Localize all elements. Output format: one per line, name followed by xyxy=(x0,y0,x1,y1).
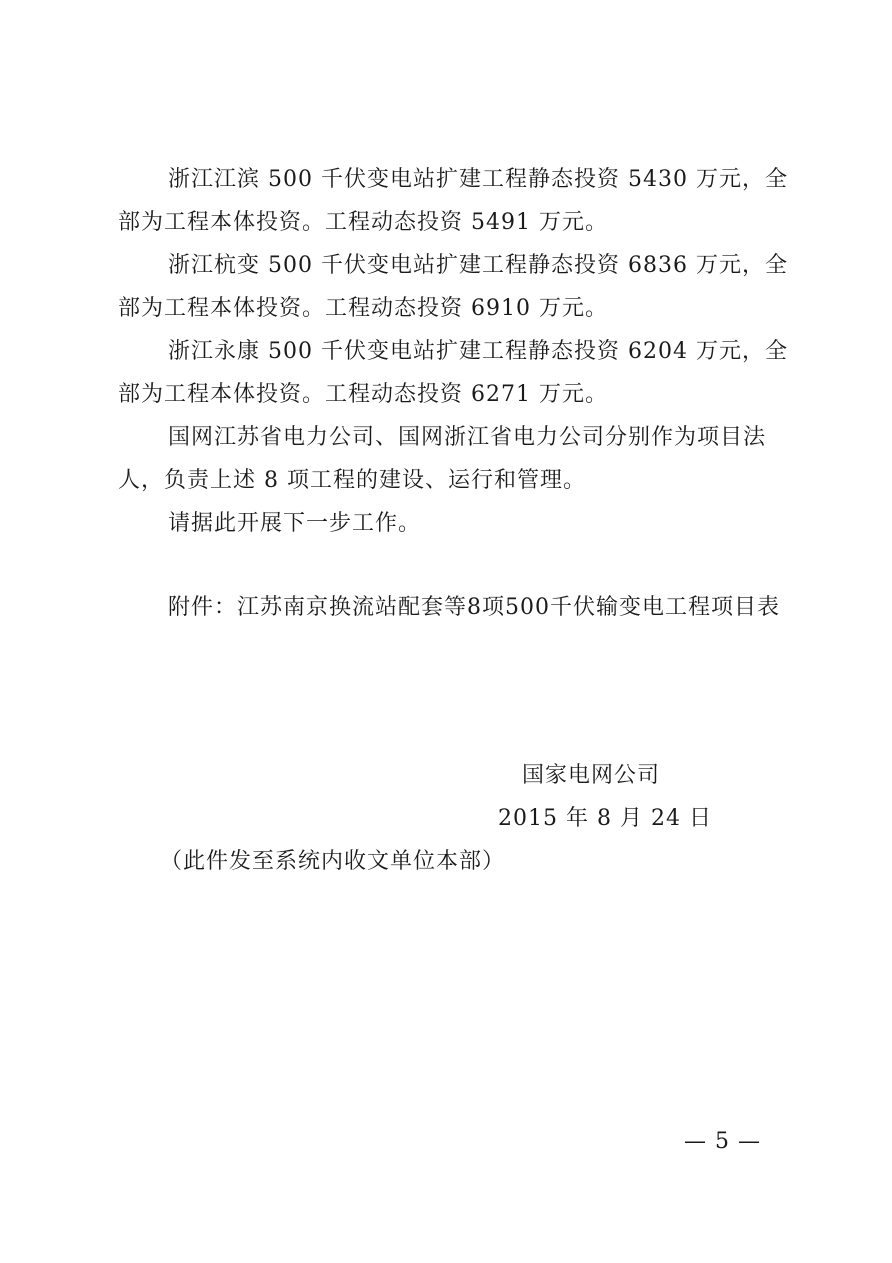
paragraph-line: 部为工程本体投资。工程动态投资 5491 万元。 xyxy=(118,210,608,235)
paragraph-line: 人，负责上述 8 项工程的建设、运行和管理。 xyxy=(118,468,586,493)
signature-date: 2015 年 8 月 24 日 xyxy=(498,806,712,831)
distribution-note: （此件发至系统内收文单位本部） xyxy=(160,849,506,874)
paragraph-yongkang xyxy=(118,330,788,416)
paragraph-line: 部为工程本体投资。工程动态投资 6271 万元。 xyxy=(118,382,608,407)
paragraph-line: 浙江杭变 500 千伏变电站扩建工程静态投资 6836 万元，全 xyxy=(168,253,788,278)
paragraph-line: 浙江江滨 500 千伏变电站扩建工程静态投资 5430 万元，全 xyxy=(168,167,788,192)
signature-org: 国家电网公司 xyxy=(522,763,661,788)
paragraph-line: 部为工程本体投资。工程动态投资 6910 万元。 xyxy=(118,296,608,321)
paragraph-hangbian xyxy=(118,244,788,330)
paragraph-line: 浙江永康 500 千伏变电站扩建工程静态投资 6204 万元，全 xyxy=(168,339,788,364)
page-number: — 5 — xyxy=(684,1129,761,1154)
paragraph-line: 国网江苏省电力公司、国网浙江省电力公司分别作为项目法 xyxy=(168,425,767,450)
paragraph-legal-entity xyxy=(118,416,784,502)
attachment-line: 附件：江苏南京换流站配套等8项500千伏输变电工程项目表 xyxy=(168,595,780,620)
paragraph-jiangbin xyxy=(118,158,788,244)
closing-sentence: 请据此开展下一步工作。 xyxy=(168,511,422,536)
